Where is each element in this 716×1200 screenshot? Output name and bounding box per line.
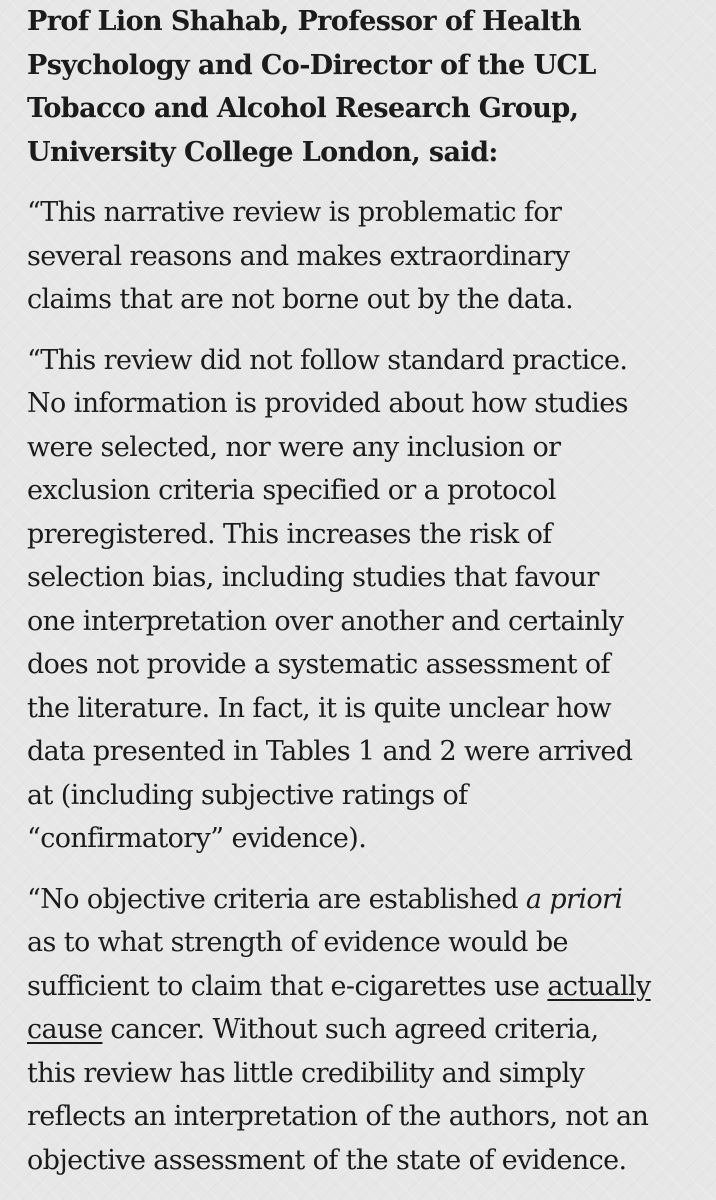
paragraph-line: data presented in Tables 1 and 2 were arrived (27, 736, 633, 767)
article-excerpt (27, 0, 707, 1182)
italic-term: a priori (525, 883, 623, 915)
speaker-line: University College London, said: (27, 136, 498, 168)
paragraph-line: preregistered. This increases the risk of (27, 518, 552, 550)
paragraph-line: “This review did not follow standard practice. (27, 344, 628, 376)
paragraph-line: “confirmatory” evidence). (27, 823, 367, 854)
paragraph-line: were selected, nor were any inclusion or (27, 431, 561, 463)
paragraph-line: selection bias, including studies that favour (27, 562, 599, 593)
underlined-emphasis: cause (27, 1014, 103, 1045)
paragraph-line (27, 965, 707, 1009)
paragraph-line: the literature. In fact, it is quite unclear how (27, 692, 611, 724)
paragraph-text: cancer. Without such agreed criteria, (102, 1014, 599, 1045)
paragraph-line: several reasons and makes extraordinary (27, 240, 570, 272)
paragraph-line: exclusion criteria specified or a protocol (27, 475, 556, 506)
paragraph-line: as to what strength of evidence would be (27, 927, 568, 958)
quote-paragraph-3 (27, 878, 707, 1183)
quote-paragraph-1 (27, 191, 707, 322)
speaker-line: Prof Lion Shahab, Professor of Health (27, 6, 581, 37)
paragraph-line: reflects an interpretation of the authors, not an (27, 1101, 649, 1132)
paragraph-text: sufficient to claim that e-cigarettes use (27, 970, 548, 1002)
paragraph-line: “This narrative review is problematic for (27, 197, 562, 228)
speaker-attribution (27, 0, 707, 174)
quote-paragraph-2 (27, 339, 707, 861)
speaker-line: Tobacco and Alcohol Research Group, (27, 93, 579, 124)
paragraph-text: “No objective criteria are established (27, 883, 526, 915)
paragraph-line: at (including subjective ratings of (27, 779, 468, 811)
underlined-emphasis: actually (547, 970, 651, 1002)
paragraph-line: objective assessment of the state of evidence. (27, 1144, 627, 1176)
paragraph-line: one interpretation over another and certainly (27, 605, 624, 637)
speaker-line: Psychology and Co-Director of the UCL (27, 49, 596, 81)
paragraph-line: No information is provided about how studies (27, 388, 628, 419)
paragraph-line (27, 878, 707, 922)
paragraph-line: this review has little credibility and simply (27, 1057, 585, 1089)
paragraph-line: claims that are not borne out by the data. (27, 284, 574, 315)
paragraph-line (27, 1008, 707, 1052)
paragraph-line: does not provide a systematic assessment of (27, 649, 610, 680)
